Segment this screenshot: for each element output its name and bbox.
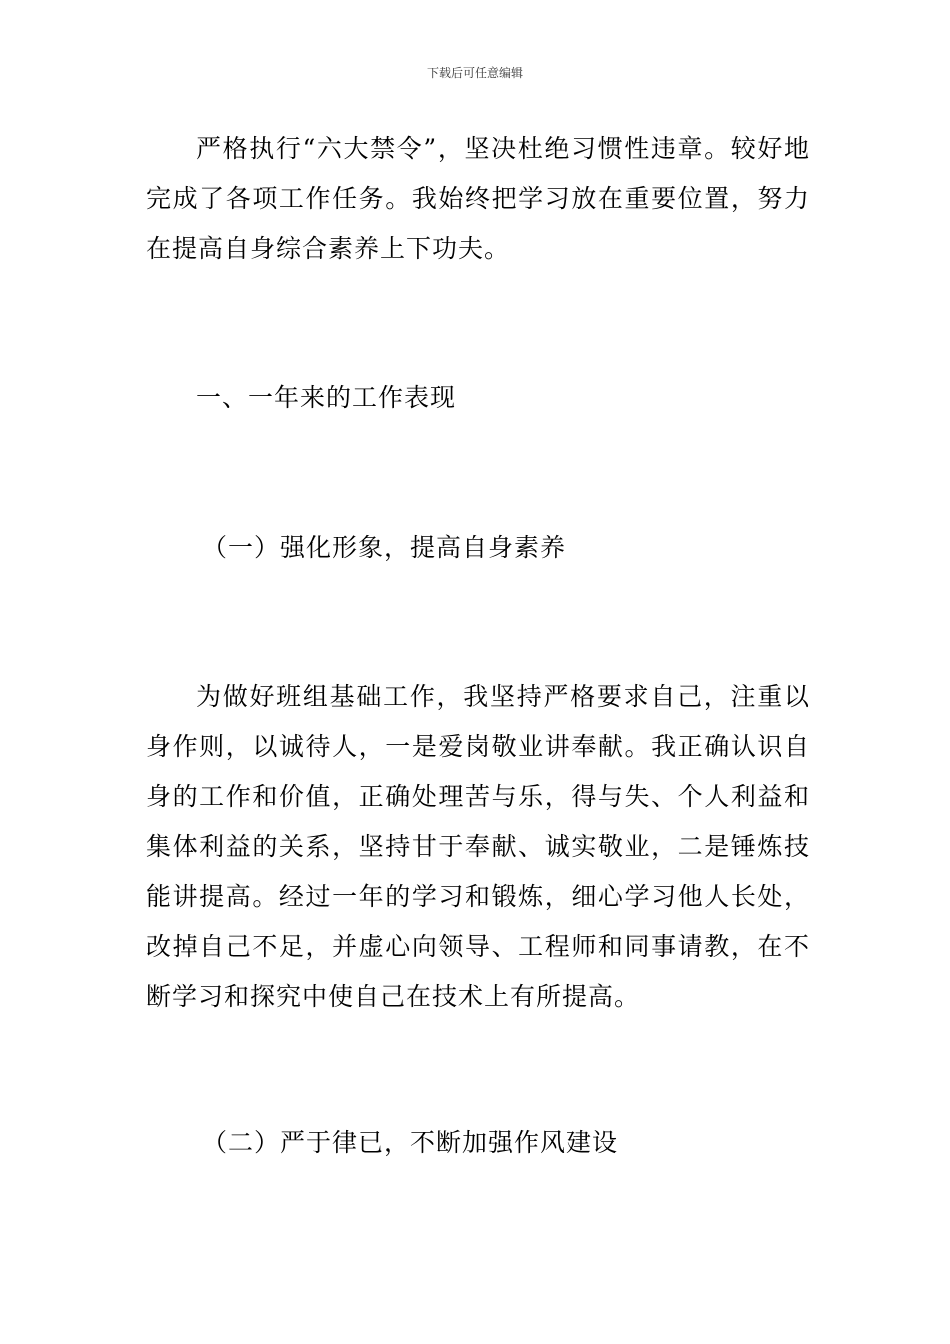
subsection-heading-2: （二）严于律已，不断加强作风建设 xyxy=(202,1128,619,1157)
intro-paragraph: 严格执行“六大禁令”，坚决杜绝习惯性违章。较好地完成了各项工作任务。我始终把学习放在重要位置，努力在提高自身综合素养上下功夫。 xyxy=(146,134,810,263)
section-heading-1: 一、一年来的工作表现 xyxy=(196,383,457,412)
page-header-note: 下载后可任意编辑 xyxy=(426,66,523,80)
body-paragraph: 为做好班组基础工作，我坚持严格要求自己，注重以身作则，以诚待人，一是爱岗敬业讲奉献。我正确认识自身的工作和价值，正确处理苦与乐，得与失、个人利益和集体利益的关系，坚持甘于奉献、诚实敬业，二是锤炼技能讲提高。经过一年的学习和锻炼，细心学习他人长处，改掉自己不足，并虚心向领导、工程师和同事请教，在不断学习和探究中使自己在技术上有所提高。 xyxy=(146,682,810,1011)
subsection-heading-1: （一）强化形象，提高自身素养 xyxy=(202,533,567,562)
